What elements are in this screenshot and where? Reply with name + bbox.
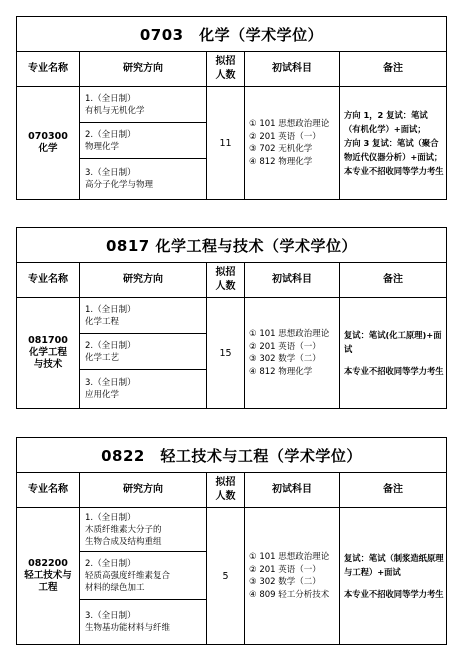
subjects-cell xyxy=(245,298,340,408)
direction-name: 有机与无机化学 xyxy=(85,105,145,116)
header-major: 专业名称 xyxy=(17,52,80,86)
header-subjects: 初试科目 xyxy=(245,473,340,507)
note-item: 复试：笔试（制浆造纸原理与工程）+面试 xyxy=(344,553,444,577)
note-item: 本专业不招收同等学力考生 xyxy=(344,166,444,176)
header-row xyxy=(17,263,446,298)
direction-name: 生物基功能材料与纤维 xyxy=(85,623,171,633)
direction-mode: 1.（全日制） xyxy=(85,93,136,104)
direction-name: 轻质高强度纤维素复合 xyxy=(85,570,171,581)
header-count: 拟招 人数 xyxy=(207,473,245,507)
directions-cell xyxy=(80,87,207,199)
table-chemistry xyxy=(16,16,447,200)
subject-item: ④ 809 轻工分析技术 xyxy=(249,589,330,600)
subject-item: ② 201 英语（一） xyxy=(249,341,321,352)
notes-cell xyxy=(340,508,446,644)
note-item: 方向 1，2 复试：笔试（有机化学）+面试； xyxy=(344,110,428,134)
header-notes: 备注 xyxy=(383,484,403,495)
notes-cell xyxy=(340,87,446,199)
header-major: 专业名称 xyxy=(17,473,80,507)
header-direction: 研究方向 xyxy=(80,52,207,86)
note-item: 复试：笔试(化工原理)+面试 xyxy=(344,330,442,354)
table-body xyxy=(17,508,446,644)
subject-item: ① 101 思想政治理论 xyxy=(249,552,330,562)
subject-item: ④ 812 物理化学 xyxy=(249,156,313,167)
direction-item xyxy=(80,123,206,159)
direction-name: 材料的绿色加工 xyxy=(85,582,145,593)
subject-item: ② 201 英语（一） xyxy=(249,564,321,575)
subject-item: ② 201 英语（一） xyxy=(249,131,321,142)
subject-item: ① 101 思想政治理论 xyxy=(249,119,330,129)
direction-item xyxy=(80,159,206,199)
count-cell: 5 xyxy=(207,508,245,644)
note-item: 方向 3 复试：笔试（聚合物近代仪器分析）+面试； xyxy=(344,138,443,162)
table-title: 0822 轻工技术与工程（学术学位） xyxy=(17,438,446,473)
direction-name: 化学工程 xyxy=(85,316,120,327)
direction-name: 高分子化学与物理 xyxy=(85,180,154,190)
header-notes: 备注 xyxy=(383,274,403,285)
direction-mode: 3.（全日制） xyxy=(85,168,136,178)
direction-name: 应用化学 xyxy=(85,390,120,400)
direction-name: 木质纤维素大分子的 xyxy=(85,524,162,535)
direction-mode: 3.（全日制） xyxy=(85,378,136,388)
direction-mode: 2.（全日制） xyxy=(85,340,136,351)
subjects-cell xyxy=(245,508,340,644)
note-item: 本专业不招收同等学力考生 xyxy=(344,589,444,599)
header-subjects: 初试科目 xyxy=(245,52,340,86)
major-cell: 081700 化学工程 与技术 xyxy=(17,298,80,408)
table-body xyxy=(17,87,446,199)
major-cell: 082200 轻工技术与 工程 xyxy=(17,508,80,644)
direction-mode: 2.（全日制） xyxy=(85,558,136,569)
table-chemical-engineering xyxy=(16,227,447,409)
header-major: 专业名称 xyxy=(17,263,80,297)
directions-cell xyxy=(80,298,207,408)
direction-mode: 1.（全日制） xyxy=(85,304,136,315)
subject-item: ③ 302 数学（二） xyxy=(249,577,321,587)
header-direction: 研究方向 xyxy=(80,473,207,507)
subject-item: ③ 302 数学（二） xyxy=(249,354,321,364)
header-row xyxy=(17,473,446,508)
direction-item xyxy=(80,552,206,600)
direction-item xyxy=(80,600,206,644)
subject-item: ① 101 思想政治理论 xyxy=(249,329,330,339)
direction-item xyxy=(80,334,206,370)
direction-name: 生物合成及结构重组 xyxy=(85,536,162,547)
direction-name: 物理化学 xyxy=(85,141,120,152)
direction-item xyxy=(80,298,206,334)
count-cell: 11 xyxy=(207,87,245,199)
subjects-cell xyxy=(245,87,340,199)
count-cell: 15 xyxy=(207,298,245,408)
direction-mode: 1.（全日制） xyxy=(85,512,136,523)
header-count: 拟招 人数 xyxy=(207,52,245,86)
table-title: 0817 化学工程与技术（学术学位） xyxy=(17,228,446,263)
table-light-industry xyxy=(16,437,447,645)
note-item: 本专业不招收同等学力考生 xyxy=(344,366,444,376)
direction-item xyxy=(80,508,206,552)
header-row xyxy=(17,52,446,87)
header-notes: 备注 xyxy=(383,63,403,74)
direction-mode: 2.（全日制） xyxy=(85,129,136,140)
major-cell: 070300 化学 xyxy=(17,87,80,199)
header-count: 拟招 人数 xyxy=(207,263,245,297)
direction-name: 化学工艺 xyxy=(85,352,120,363)
header-subjects: 初试科目 xyxy=(245,263,340,297)
directions-cell xyxy=(80,508,207,644)
table-body xyxy=(17,298,446,408)
notes-cell xyxy=(340,298,446,408)
table-title: 0703 化学（学术学位） xyxy=(17,17,446,52)
direction-mode: 3.（全日制） xyxy=(85,611,136,621)
subject-item: ③ 702 无机化学 xyxy=(249,144,313,154)
direction-item xyxy=(80,370,206,408)
direction-item xyxy=(80,87,206,123)
subject-item: ④ 812 物理化学 xyxy=(249,366,313,377)
header-direction: 研究方向 xyxy=(80,263,207,297)
